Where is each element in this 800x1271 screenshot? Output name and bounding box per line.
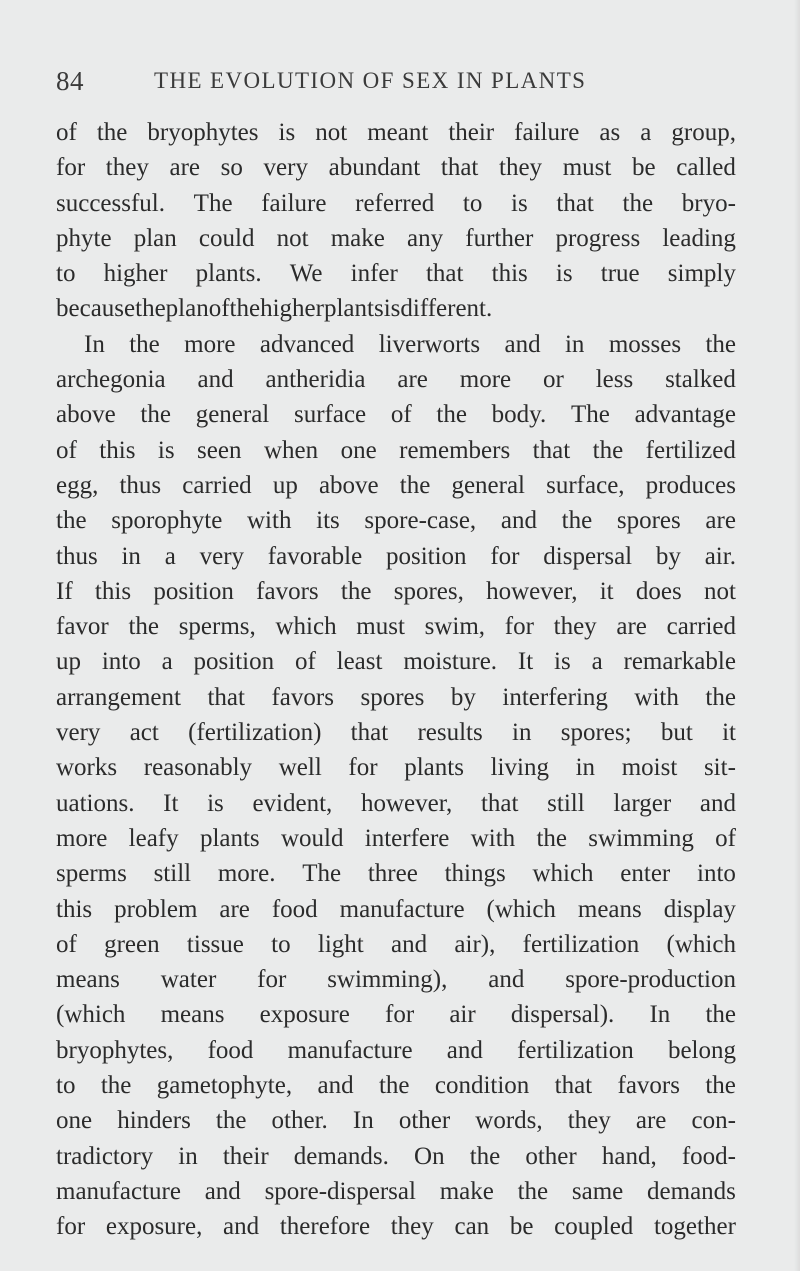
text-line: more leafy plants would interfere with the swimming of: [56, 824, 736, 852]
text-line: above the general surface of the body. The advantage: [56, 401, 736, 429]
text-line: phyte plan could not make any further progress leading: [56, 224, 736, 252]
text-line: means water for swimming), and spore-production: [56, 966, 736, 994]
text-line: favor the sperms, which must swim, for they are carried: [56, 613, 736, 641]
text-line: (which means exposure for air dispersal). In the: [56, 1001, 736, 1029]
text-line: the sporophyte with its spore-case, and the spores are: [56, 507, 736, 535]
text-line: one hinders the other. In other words, they are con-: [56, 1107, 736, 1135]
text-line: of the bryophytes is not meant their failure as a group,: [56, 119, 736, 146]
text-line: arrangement that favors spores by interfering with the: [56, 683, 736, 711]
page-number: 84: [56, 66, 84, 96]
text-line: this problem are food manufacture (which means display: [56, 895, 736, 923]
text-line: archegonia and antheridia are more or less stalked: [56, 366, 736, 394]
text-line: to higher plants. We infer that this is true simply: [56, 260, 736, 288]
page-edge-shadow: [794, 0, 800, 1271]
text-line: bryophytes, food manufacture and fertilization belong: [56, 1036, 736, 1064]
text-line: to the gametophyte, and the condition that favors the: [56, 1072, 736, 1100]
text-line: successful. The failure referred to is that the bryo-: [56, 189, 736, 217]
running-title: THE EVOLUTION OF SEX IN PLANTS: [154, 68, 587, 93]
text-line: uations. It is evident, however, that still larger and: [56, 789, 736, 817]
text-line: of green tissue to light and air), fertilization (which: [56, 930, 736, 958]
text-line: tradictory in their demands. On the other hand, food-: [56, 1142, 736, 1170]
text-line: works reasonably well for plants living in moist sit-: [56, 754, 736, 782]
text-line: In the more advanced liverworts and in mosses the: [84, 330, 736, 358]
text-line: for exposure, and therefore they can be coupled together: [56, 1213, 736, 1241]
text-line: thus in a very favorable position for dispersal by air.: [56, 542, 736, 570]
body-text: [56, 115, 736, 1245]
text-line: egg, thus carried up above the general surface, produces: [56, 471, 736, 499]
text-line: very act (fertilization) that results in spores; but it: [56, 719, 736, 747]
text-line: because the plan of the higher plants is different.: [56, 295, 493, 323]
text-line: sperms still more. The three things which enter into: [56, 860, 736, 888]
text-line: for they are so very abundant that they must be called: [56, 154, 736, 182]
text-line: of this is seen when one remembers that the fertilized: [56, 436, 736, 464]
text-line: up into a position of least moisture. It is a remarkable: [56, 648, 736, 676]
running-head: [56, 66, 728, 102]
text-line: If this position favors the spores, however, it does not: [56, 577, 736, 605]
text-line: manufacture and spore-dispersal make the same demands: [56, 1177, 736, 1205]
